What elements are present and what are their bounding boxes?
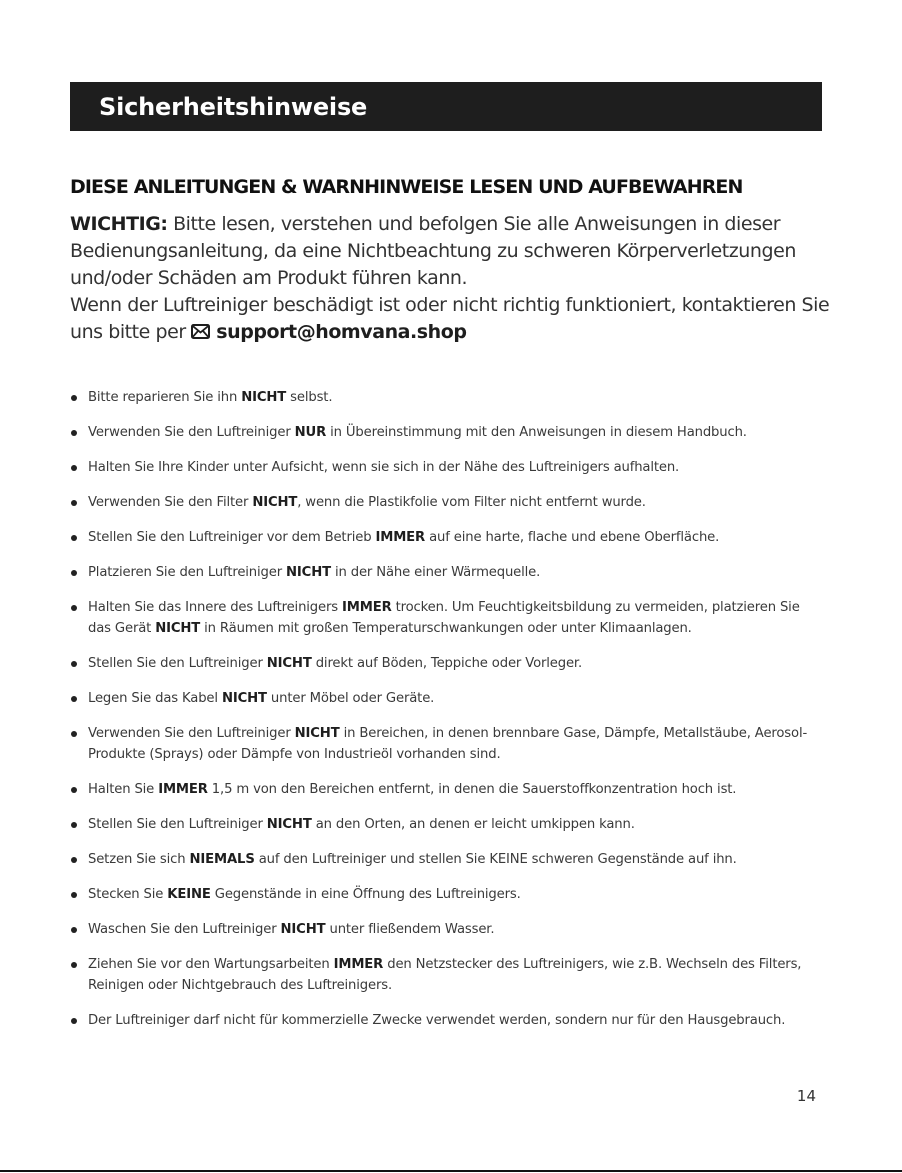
bullet-icon: [71, 465, 77, 471]
bullet-icon: [71, 822, 77, 828]
list-item-segment: Verwenden Sie den Luftreiniger: [88, 726, 295, 741]
emphasis-text: NICHT: [294, 726, 340, 741]
list-item-text: [88, 530, 719, 545]
emphasis-text: NICHT: [266, 656, 312, 671]
important-label: WICHTIG:: [70, 213, 168, 235]
bullet-icon: [71, 696, 77, 702]
list-item-segment: Platzieren Sie den Luftreiniger: [88, 565, 287, 580]
list-item-segment: direkt auf Böden, Teppiche oder Vorleger.: [311, 656, 583, 671]
list-item-segment: unter fließendem Wasser.: [325, 922, 495, 937]
list-item-text: [88, 495, 646, 510]
list-item-segment: Legen Sie das Kabel: [88, 691, 222, 706]
list-item-text: [88, 887, 521, 902]
list-item: [70, 919, 826, 940]
list-item-segment: , wenn die Plastikfolie vom Filter nicht entfernt wurde.: [297, 495, 646, 510]
emphasis-text: NICHT: [252, 495, 298, 510]
emphasis-text: NICHT: [221, 691, 267, 706]
list-item-segment: 1,5 m von den Bereichen entfernt, in denen die Sauerstoffkonzentration hoch ist.: [207, 782, 737, 797]
list-item-segment: selbst.: [286, 390, 333, 405]
list-item: [70, 1010, 826, 1031]
list-item-segment: in der Nähe einer Wärmequelle.: [330, 565, 541, 580]
list-item-text: [88, 726, 807, 762]
list-item-segment: den Netzstecker des Luftreinigers, wie z.B. Wechseln des Filters, Reinigen oder Nichtgebrauch des Luftreinigers.: [88, 957, 802, 993]
emphasis-text: NICHT: [155, 621, 201, 636]
list-item: [70, 562, 826, 583]
emphasis-text: NIEMALS: [189, 852, 255, 867]
list-item: [70, 422, 826, 443]
mail-icon: [191, 320, 210, 347]
safety-instructions-list: [70, 387, 826, 1045]
list-item-text: [88, 600, 800, 636]
emphasis-text: NUR: [294, 425, 327, 440]
bullet-icon: [71, 395, 77, 401]
contact-text: Wenn der Luftreiniger beschädigt ist oder nicht richtig funktioniert, kontaktieren Sie uns bitte per: [70, 294, 830, 343]
bullet-icon: [71, 430, 77, 436]
emphasis-text: IMMER: [158, 782, 208, 797]
section-header-bar: [70, 82, 822, 131]
bullet-icon: [71, 661, 77, 667]
list-item: [70, 597, 826, 639]
list-item-segment: Verwenden Sie den Filter: [88, 495, 253, 510]
bullet-icon: [71, 962, 77, 968]
list-item: [70, 492, 826, 513]
page-title: Sicherheitshinweise: [99, 92, 368, 121]
bullet-icon: [71, 731, 77, 737]
list-item-text: [88, 425, 747, 440]
bottom-rule: [0, 1170, 902, 1172]
section-heading: DIESE ANLEITUNGEN & WARNHINWEISE LESEN UND AUFBEWAHREN: [70, 176, 743, 198]
emphasis-text: IMMER: [342, 600, 392, 615]
list-item-segment: Stellen Sie den Luftreiniger: [88, 656, 267, 671]
list-item-segment: Waschen Sie den Luftreiniger: [88, 922, 281, 937]
bullet-icon: [71, 787, 77, 793]
list-item-text: [88, 565, 540, 580]
list-item-text: [88, 817, 635, 832]
list-item-segment: in Übereinstimmung mit den Anweisungen in diesem Handbuch.: [326, 425, 747, 440]
list-item-segment: in Bereichen, in denen brennbare Gase, Dämpfe, Metallstäube, Aerosol-Produkte (Sprays) oder Dämpfe von Industrieöl vorhanden sind.: [88, 726, 808, 762]
list-item-segment: Ziehen Sie vor den Wartungsarbeiten: [88, 957, 334, 972]
intro-paragraph: [70, 211, 830, 347]
emphasis-text: NICHT: [286, 565, 331, 580]
list-item-segment: Stellen Sie den Luftreiniger: [88, 817, 267, 832]
page-number: 14: [796, 1087, 816, 1105]
list-item-segment: Der Luftreiniger darf nicht für kommerzielle Zwecke verwendet werden, sondern nur für den Hausgebrauch.: [88, 1013, 786, 1028]
list-item-text: [88, 691, 434, 706]
important-notice: [70, 211, 830, 292]
list-item-segment: in Räumen mit großen Temperaturschwankungen oder unter Klimaanlagen.: [200, 621, 692, 636]
list-item-text: [88, 656, 582, 671]
bullet-icon: [71, 1018, 77, 1024]
list-item-segment: trocken. Um Feuchtigkeitsbildung zu vermeiden, platzieren Sie das Gerät: [88, 600, 800, 636]
list-item: [70, 653, 826, 674]
list-item: [70, 849, 826, 870]
emphasis-text: IMMER: [375, 530, 426, 545]
emphasis-text: IMMER: [333, 957, 384, 972]
bullet-icon: [71, 892, 77, 898]
emphasis-text: NICHT: [280, 922, 326, 937]
list-item-text: [88, 390, 332, 405]
list-item: [70, 457, 826, 478]
list-item-segment: Setzen Sie sich: [88, 852, 190, 867]
list-item-text: [88, 782, 736, 797]
contact-notice: [70, 292, 830, 347]
list-item-segment: Halten Sie das Innere des Luftreinigers: [88, 600, 343, 615]
list-item: [70, 527, 826, 548]
emphasis-text: NICHT: [266, 817, 312, 832]
list-item-text: [88, 957, 801, 993]
list-item: [70, 723, 826, 765]
list-item-segment: Bitte reparieren Sie ihn: [88, 390, 242, 405]
list-item: [70, 688, 826, 709]
list-item-text: [88, 460, 679, 475]
list-item: [70, 387, 826, 408]
emphasis-text: NICHT: [241, 390, 287, 405]
list-item: [70, 884, 826, 905]
list-item-text: [88, 922, 494, 937]
list-item-segment: Verwenden Sie den Luftreiniger: [88, 425, 295, 440]
list-item-segment: auf eine harte, flache und ebene Oberfläche.: [425, 530, 720, 545]
list-item-segment: auf den Luftreiniger und stellen Sie KEINE schweren Gegenstände auf ihn.: [254, 852, 737, 867]
bullet-icon: [71, 605, 77, 611]
list-item-text: [88, 1013, 785, 1028]
list-item: [70, 954, 826, 996]
bullet-icon: [71, 927, 77, 933]
list-item-segment: Halten Sie Ihre Kinder unter Aufsicht, wenn sie sich in der Nähe des Luftreinigers aufhalten.: [88, 460, 680, 475]
list-item: [70, 814, 826, 835]
list-item-segment: an den Orten, an denen er leicht umkippen kann.: [311, 817, 635, 832]
emphasis-text: KEINE: [167, 887, 211, 902]
important-text: Bitte lesen, verstehen und befolgen Sie alle Anweisungen in dieser Bedienungsanleitung, da eine Nichtbeachtung zu schweren Körperverletzungen und/oder Schäden am Produkt führen kann.: [70, 213, 796, 289]
list-item-segment: Gegenstände in eine Öffnung des Luftreinigers.: [210, 887, 521, 902]
bullet-icon: [71, 535, 77, 541]
bullet-icon: [71, 570, 77, 576]
bullet-icon: [71, 500, 77, 506]
list-item-segment: Stecken Sie: [88, 887, 168, 902]
list-item-segment: Stellen Sie den Luftreiniger vor dem Betrieb: [88, 530, 376, 545]
list-item-text: [88, 852, 737, 867]
list-item-segment: Halten Sie: [88, 782, 159, 797]
bullet-icon: [71, 857, 77, 863]
support-email-link[interactable]: support@homvana.shop: [216, 321, 467, 343]
list-item: [70, 779, 826, 800]
list-item-segment: unter Möbel oder Geräte.: [266, 691, 435, 706]
